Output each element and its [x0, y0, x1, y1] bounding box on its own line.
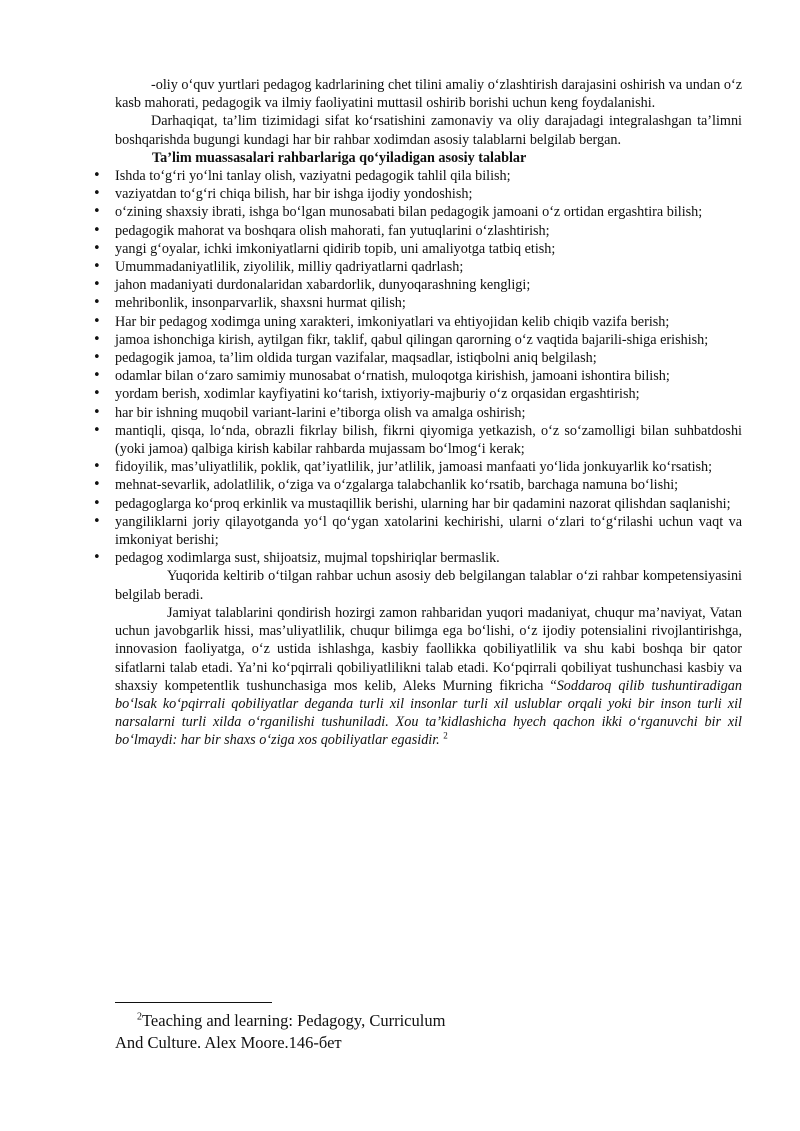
list-item: • pedagogik jamoa, ta’lim oldida turgan vazifalar, maqsadlar, istiqbolni aniq belgilash; [115, 349, 742, 367]
list-item: • mehribonlik, insonparvarlik, shaxsni hurmat qilish; [115, 294, 742, 312]
footnote-line-1 [115, 1010, 535, 1032]
list-item: • yangi g‘oyalar, ichki imkoniyatlarni qidirib topib, uni amaliyotga tatbiq etish; [115, 240, 742, 258]
list-item: • har bir ishning muqobil variant-larini e’tiborga olish va amalga oshirish; [115, 404, 742, 422]
list-item: • Umummadaniyatlilik, ziyolilik, milliy qadriyatlarni qadrlash; [115, 258, 742, 276]
footnote-reference[interactable]: 2 [443, 730, 448, 741]
list-item: • pedagoglarga ko‘proq erkinlik va mustaqillik berishi, ularning har bir qadamini nazorat qilishdan saqlanishi; [115, 495, 742, 513]
footnote-divider [115, 1002, 272, 1003]
document-page [115, 76, 742, 750]
list-item: • mehnat-sevarlik, adolatlilik, o‘ziga va o‘zgalarga talabchanlik ko‘rsatib, barchaga namuna bo‘lishi; [115, 476, 742, 494]
footnote-text-1: Teaching and learning: Pedagogy, Curriculum [142, 1011, 446, 1030]
list-item: • o‘zining shaxsiy ibrati, ishga bo‘lgan munosabati bilan pedagogik jamoani o‘z ortidan ergashtira bilish; [115, 203, 742, 221]
list-item: • odamlar bilan o‘zaro samimiy munosabat o‘rnatish, muloqotga kirishish, jamoani ishontira bilish; [115, 367, 742, 385]
section-heading: Ta’lim muassasalari rahbarlariga qo‘yiladigan asosiy talablar [152, 149, 527, 166]
list-item: • vaziyatdan to‘g‘ri chiqa bilish, har bir ishga ijodiy yondoshish; [115, 185, 742, 203]
paragraph-intro-1: -oliy o‘quv yurtlari pedagog kadrlarining chet tilini amaliy o‘zlashtirish darajasini oshirish va undan o‘z kasb mahorati, pedagogik va ilmiy faoliyatini muttasil oshirib borishi uchun keng foydalanishi. [115, 77, 742, 112]
footnote-marker: 2 [137, 1011, 142, 1023]
paragraph-summary: Yuqorida keltirib o‘tilgan rahbar uchun asosiy deb belgilangan talablar o‘zi rahbar kompetensiyasini belgilab beradi. [115, 568, 742, 603]
list-item: • pedagogik mahorat va boshqara olish mahorati, fan yutuqlarini o‘zlashtirish; [115, 222, 742, 240]
list-item: • Har bir pedagog xodimga uning xarakteri, imkoniyatlari va ehtiyojidan kelib chiqib vazifa berish; [115, 313, 742, 331]
list-item: • jamoa ishonchiga kirish, aytilgan fikr, taklif, qabul qilingan qarorning o‘z vaqtida bajarili-shiga erishish; [115, 331, 742, 349]
list-item: • yordam berish, xodimlar kayfiyatini ko‘tarish, ixtiyoriy-majburiy o‘z orqasidan ergashtirish; [115, 385, 742, 403]
paragraph-competence [115, 604, 742, 750]
list-item: • mantiqli, qisqa, lo‘nda, obrazli fikrlay bilish, fikrni qiyomiga yetkazish, o‘z so‘zamolligi bilan suhbatdoshi (yoki jamoa) qalbiga kirish kabilar rahbarda mujassam bo‘lmog‘i kerak; [115, 422, 742, 458]
paragraph-competence-text: Jamiyat talablarini qondirish hozirgi zamon rahbaridan yuqori madaniyat, chuqur ma’naviyat, Vatan uchun javobgarlik hissi, mas’uliyatlilik, chuqur bilimga ega bo‘lishi, o‘z ijodiy potensialini rivojlantirishga, innovasion faoliyatga, o‘z ustida ishlashga, kasbiy faollikka qobiliyatlilik va shu kabi boshqa bir qator sifatlarni talab etadi. Ya’ni ko‘pqirrali qobiliyatlilikni talab etadi. Ko‘pqirrali qobiliyat tushunchasi kasbiy va shaxsiy kompetentlik tushunchasiga mos kelib, Aleks Murning fikricha “ [115, 604, 742, 694]
list-item: • Ishda to‘g‘ri yo‘lni tanlay olish, vaziyatni pedagogik tahlil qila bilish; [115, 167, 742, 185]
paragraph-intro-2: Darhaqiqat, ta’lim tizimidagi sifat ko‘rsatishini zamonaviy va oliy darajadagi integralashgan ta’limni boshqarishda bugungi kundagi har bir rahbar xodimdan asosiy talablarni belgilab bergan. [115, 113, 742, 148]
requirements-list [115, 167, 742, 567]
footnote [115, 1010, 535, 1054]
list-item: • jahon madaniyati durdonalaridan xabardorlik, dunyoqarashning kengligi; [115, 276, 742, 294]
list-item: • yangiliklarni joriy qilayotganda yo‘l qo‘ygan xatolarini kechirishi, ularni o‘zlari to‘g‘rilashi uchun vaqt va imkoniyat berishi; [115, 513, 742, 549]
list-item: • fidoyilik, mas’uliyatlilik, poklik, qat’iyatlilik, jur’atlilik, jamoasi manfaati yo‘lida jonkuyarlik ko‘rsatish; [115, 458, 742, 476]
footnote-line-2: And Culture. Alex Moore.146-бет [115, 1033, 342, 1052]
quote-italic: Soddaroq qilib tushuntiradigan bo‘lsak ko‘pqirrali qobiliyatlar deganda turli xil insonlar turli xil uslublar orqali yoki bir inson turli xil narsalarni turli xilda o‘rganilishi tushuniladi. Xou ta’kidlashicha hyech qachon ikki o‘rganuvchi bir xil bo‘lmaydi: har bir shaxs o‘ziga xos qobiliyatlar egasidir. [115, 677, 742, 749]
list-item: • pedagog xodimlarga sust, shijoatsiz, mujmal topshiriqlar bermaslik. [115, 549, 742, 567]
